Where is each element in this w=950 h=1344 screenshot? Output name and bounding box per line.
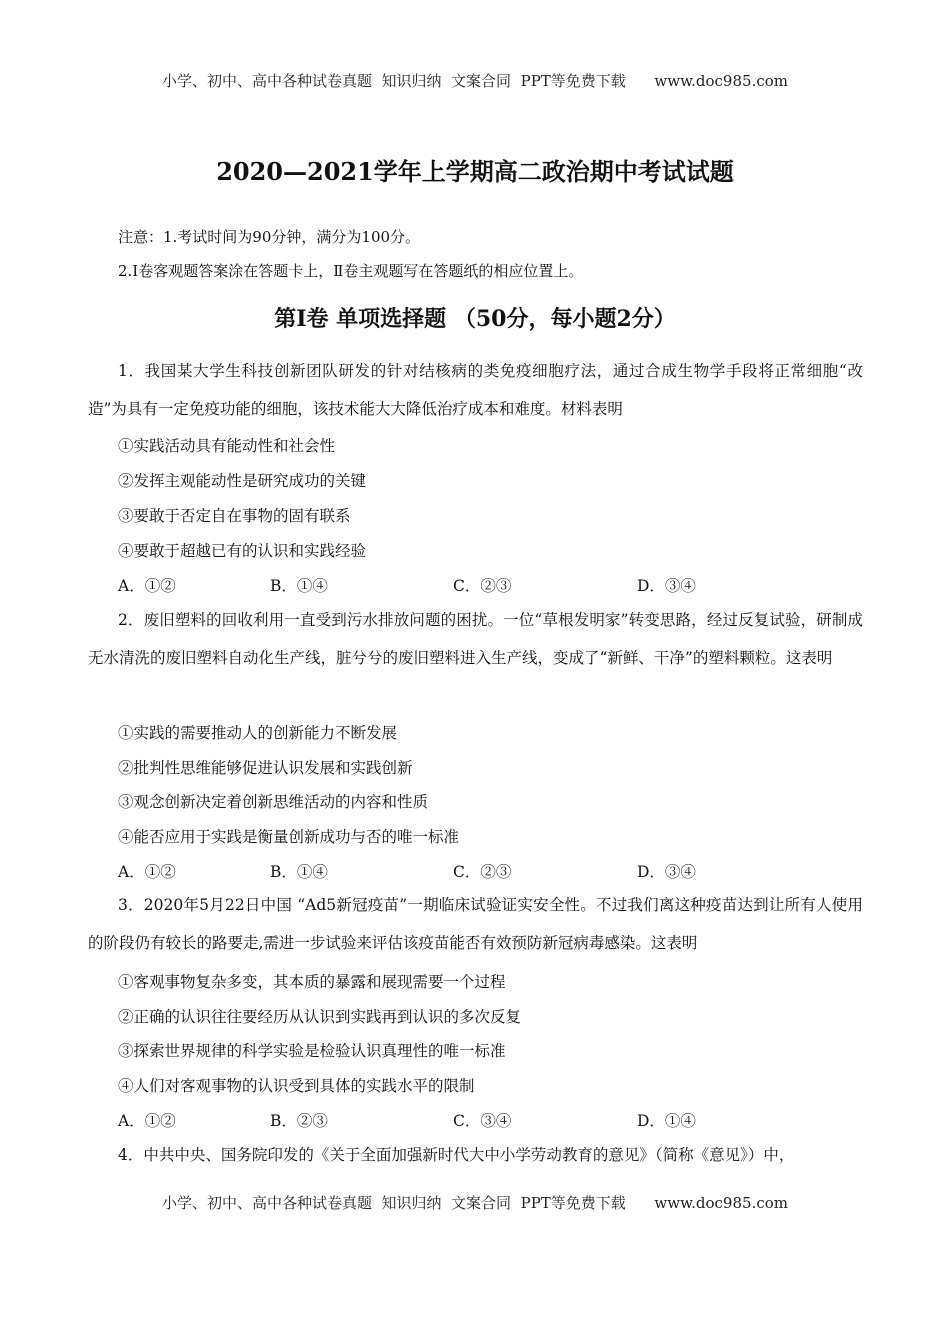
- exam-note: 注意：1.考试时间为90分钟，满分为100分。: [118, 228, 421, 246]
- page-title: 2020—2021学年上学期高二政治期中考试试题: [216, 157, 734, 186]
- answer-choice-b: B．②③: [270, 1112, 328, 1130]
- exam-note: 2.I卷客观题答案涂在答题卡上，Ⅱ卷主观题写在答题纸的相应位置上。: [118, 262, 584, 280]
- answer-choice-d: D．①④: [637, 1112, 696, 1130]
- answer-choice-c: C．②③: [453, 863, 512, 881]
- question-option: ②发挥主观能动性是研究成功的关键: [118, 472, 367, 490]
- question-stem: 3．2020年5月22日中国 “Ad5新冠疫苗”一期临床试验证实安全性。不过我们离这种疫苗达到让所有人使用的阶段仍有较长的路要走,需进一步试验来评估该疫苗能否有效预防新冠病毒感染。这表明: [88, 896, 863, 952]
- answer-choice-a: A．①②: [118, 1112, 176, 1130]
- question-option: ④能否应用于实践是衡量创新成功与否的唯一标准: [118, 828, 460, 846]
- answer-choice-d: D．③④: [637, 863, 696, 881]
- section-title: 第Ⅰ卷 单项选择题 （50分，每小题2分）: [274, 306, 676, 332]
- page-header: 小学、初中、高中各种试卷真题 知识归纳 文案合同 PPT等免费下载 www.doc985.com: [161, 72, 788, 90]
- answer-choice-c: C．③④: [453, 1112, 512, 1130]
- question-stem: 4．中共中央、国务院印发的《关于全面加强新时代大中小学劳动教育的意见》（简称《意见》）中，: [118, 1146, 795, 1164]
- answer-choice-b: B．①④: [270, 863, 328, 881]
- question-option: ③观念创新决定着创新思维活动的内容和性质: [118, 793, 429, 811]
- answer-choice-c: C．②③: [453, 577, 512, 595]
- question-option: ②批判性思维能够促进认识发展和实践创新: [118, 759, 413, 777]
- question-option: ①实践活动具有能动性和社会性: [118, 437, 336, 455]
- question-option: ④人们对客观事物的认识受到具体的实践水平的限制: [118, 1077, 475, 1095]
- question-option: ③要敢于否定自在事物的固有联系: [118, 507, 351, 525]
- question-stem: 1．我国某大学生科技创新团队研发的针对结核病的类免疫细胞疗法，通过合成生物学手段将正常细胞“改造”为具有一定免疫功能的细胞，该技术能大大降低治疗成本和难度。材料表明: [88, 362, 863, 418]
- page-footer: 小学、初中、高中各种试卷真题 知识归纳 文案合同 PPT等免费下载 www.doc985.com: [161, 1194, 788, 1212]
- question-stem: 2．废旧塑料的回收利用一直受到污水排放问题的困扰。一位“草根发明家”转变思路，经过反复试验，研制成无水清洗的废旧塑料自动化生产线，脏兮兮的废旧塑料进入生产线，变成了“新鲜、干净”的塑料颗粒。这表明: [88, 611, 863, 667]
- question-option: ①客观事物复杂多变，其本质的暴露和展现需要一个过程: [118, 973, 506, 991]
- answer-choice-b: B．①④: [270, 577, 328, 595]
- answer-choice-d: D．③④: [637, 577, 696, 595]
- question-option: ①实践的需要推动人的创新能力不断发展: [118, 724, 398, 742]
- answer-choice-a: A．①②: [118, 863, 176, 881]
- question-option: ④要敢于超越已有的认识和实践经验: [118, 542, 367, 560]
- question-option: ②正确的认识往往要经历从认识到实践再到认识的多次反复: [118, 1008, 522, 1026]
- answer-choice-a: A．①②: [118, 577, 176, 595]
- question-option: ③探索世界规律的科学实验是检验认识真理性的唯一标准: [118, 1042, 506, 1060]
